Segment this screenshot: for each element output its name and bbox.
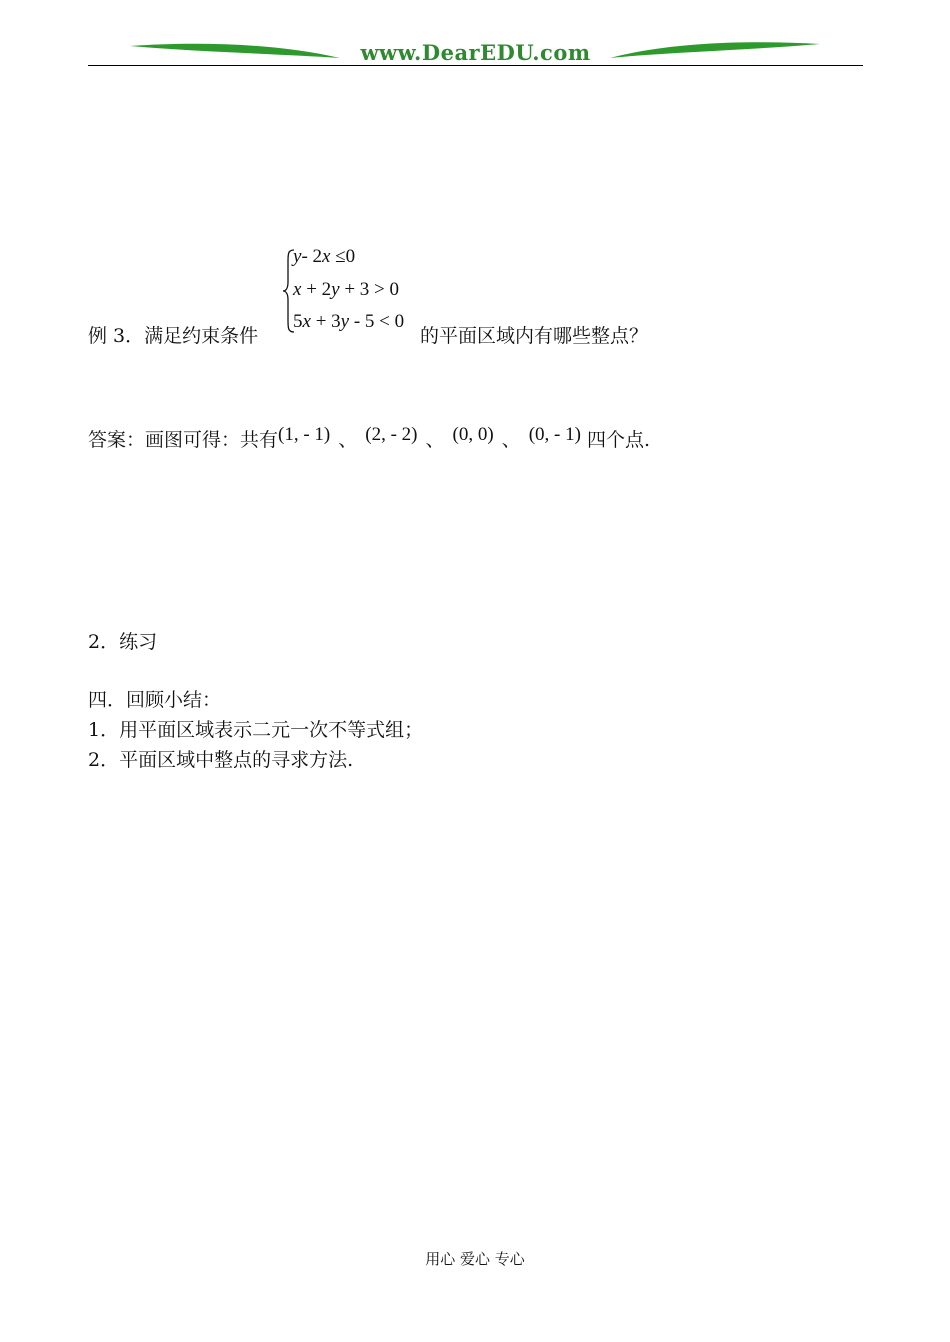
- practice-label: 2．练习: [88, 631, 158, 653]
- separator: 、: [501, 429, 521, 451]
- point-4: (0, - 1): [528, 424, 581, 445]
- system-row-2: x + 2y + 3 > 0: [293, 279, 400, 300]
- answer-line: [88, 424, 651, 453]
- summary-item-2: 2．平面区域中整点的寻求方法.: [88, 749, 354, 771]
- separator: 、: [338, 429, 358, 451]
- answer-suffix: 四个点.: [586, 429, 651, 451]
- summary-title: 四．回顾小结：: [88, 689, 222, 711]
- separator: 、: [425, 429, 445, 451]
- example3-suffix: 的平面区域内有哪些整点？: [420, 325, 649, 347]
- system-row-1: y- 2x ≤0: [293, 246, 356, 267]
- example3-prefix: 例 3．满足约束条件: [88, 325, 259, 347]
- logo-text: www.DearEDU.com: [360, 40, 591, 65]
- header-rule: [88, 65, 863, 66]
- point-3: (0, 0): [452, 424, 494, 445]
- summary-item-1: 1．用平面区域表示二元一次不等式组；: [88, 719, 424, 741]
- point-2: (2, - 2): [365, 424, 418, 445]
- point-1: (1, - 1): [278, 424, 331, 445]
- answer-prefix: 答案：画图可得：共有: [88, 429, 279, 451]
- system-row-3: 5x + 3y - 5 < 0: [293, 311, 405, 332]
- footer-text: 用心 爱心 专心: [425, 1250, 525, 1268]
